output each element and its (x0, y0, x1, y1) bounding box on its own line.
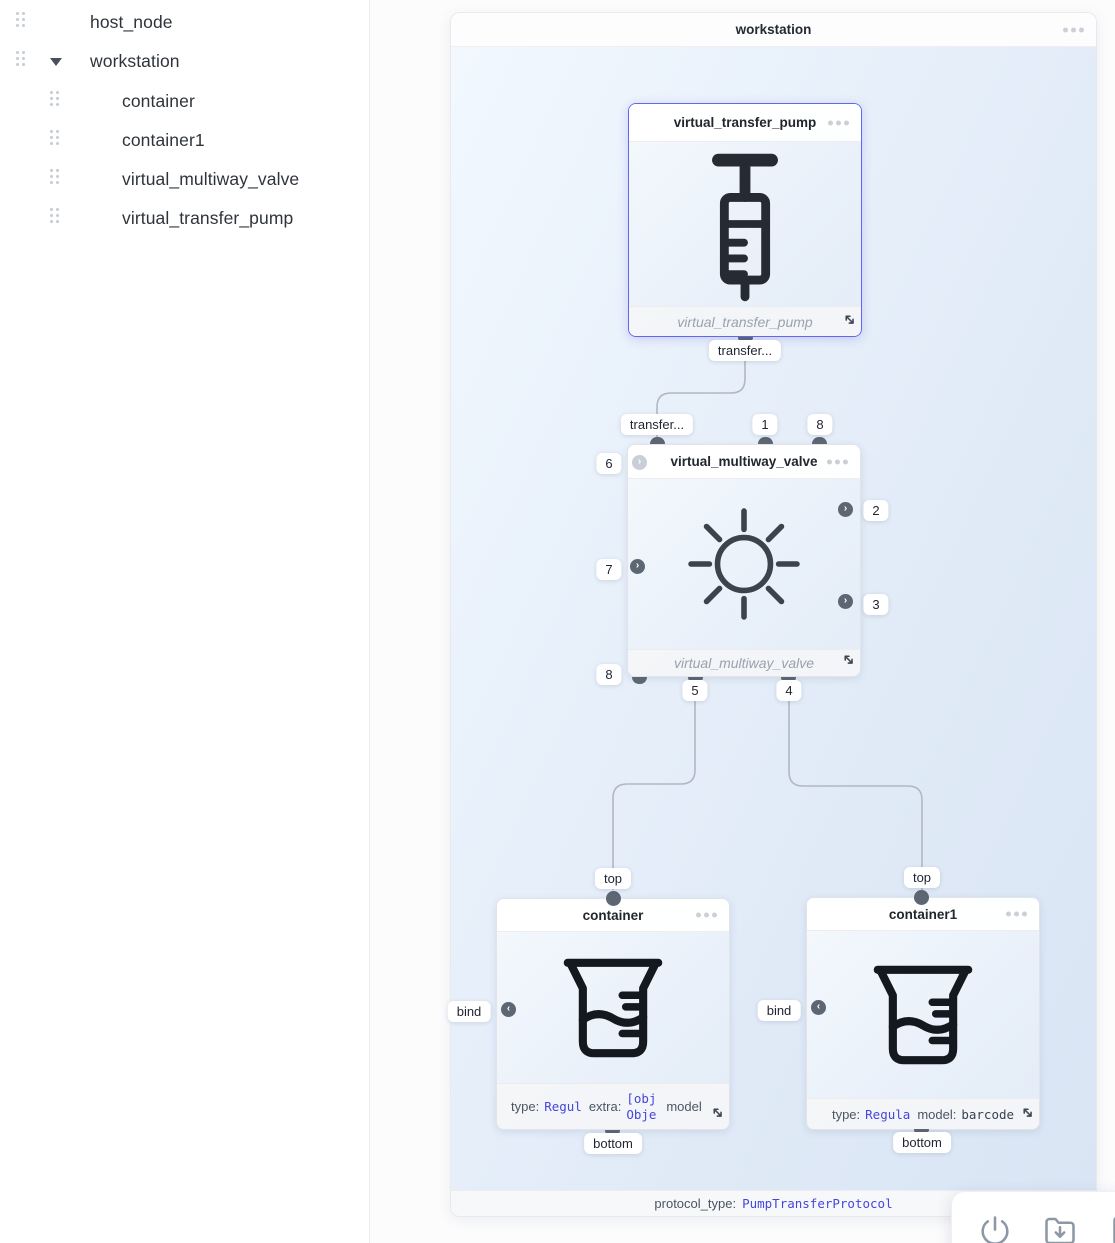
tree-item-label[interactable]: virtual_transfer_pump (122, 207, 294, 228)
port-label-valve-3: 3 (863, 594, 888, 615)
tree-item-label[interactable]: container (122, 90, 195, 111)
port-label-valve-2: 2 (863, 500, 888, 521)
port-valve-6[interactable]: › (632, 455, 647, 470)
sidebar-item-workstation[interactable] (0, 44, 370, 78)
field-label: model (666, 1099, 702, 1114)
resize-diagonal-icon[interactable] (1021, 1106, 1034, 1124)
resize-diagonal-icon[interactable] (843, 313, 856, 331)
field-label: type: (511, 1099, 540, 1114)
drag-grip-icon[interactable] (48, 129, 61, 152)
field-value[interactable]: barcode (961, 1106, 1015, 1122)
port-label-valve-4: 4 (776, 680, 801, 701)
node-title: container (582, 907, 644, 923)
port-label-pump-transfer: transfer... (709, 340, 781, 361)
field-value[interactable]: Regula (865, 1106, 911, 1122)
node-title: virtual_transfer_pump (673, 115, 817, 130)
protocol-type-value: PumpTransferProtocol (742, 1196, 893, 1211)
port-label-valve-8-top: 8 (807, 414, 832, 435)
node-footer (807, 1098, 1039, 1129)
node-header[interactable] (628, 445, 860, 479)
node-virtual-transfer-pump[interactable] (628, 103, 862, 337)
tree-item-label[interactable]: container1 (122, 129, 205, 150)
port-label-container1-bottom: bottom (893, 1132, 951, 1153)
node-container[interactable] (496, 898, 730, 1130)
port-label-valve-7: 7 (596, 559, 621, 580)
more-menu-icon[interactable] (827, 459, 848, 464)
port-label-container-bind: bind (448, 1001, 491, 1022)
field-value[interactable]: Regul (544, 1099, 582, 1114)
folder-download-icon[interactable] (1042, 1213, 1078, 1243)
resize-diagonal-icon[interactable] (842, 653, 855, 671)
port-valve-7[interactable]: › (630, 559, 645, 574)
node-title: virtual_multiway_valve (670, 454, 818, 469)
node-footer-name: virtual_multiway_valve (673, 655, 815, 671)
node-container1[interactable] (806, 897, 1040, 1130)
field-model[interactable] (666, 1099, 701, 1114)
port-label-container-bottom: bottom (584, 1133, 642, 1154)
drag-grip-icon[interactable] (48, 90, 61, 113)
port-container-top[interactable] (606, 891, 621, 906)
node-header[interactable] (629, 104, 861, 142)
workstation-title: workstation (735, 22, 812, 37)
port-valve-2[interactable]: › (838, 502, 853, 517)
port-label-valve-5: 5 (682, 680, 707, 701)
sidebar-item-virtual-multiway-valve[interactable] (0, 162, 370, 196)
port-label-container-top: top (595, 868, 631, 889)
tree-item-label[interactable]: host_node (90, 11, 173, 32)
port-label-valve-transfer: transfer... (621, 414, 693, 435)
node-title: container1 (888, 906, 958, 922)
power-icon[interactable] (977, 1213, 1013, 1243)
more-menu-icon[interactable] (828, 120, 849, 125)
port-valve-8-top[interactable] (812, 437, 827, 444)
field-model[interactable] (917, 1107, 1014, 1122)
sidebar-item-container[interactable] (0, 84, 370, 118)
field-label: type: (831, 1106, 861, 1122)
port-valve-3[interactable]: › (838, 594, 853, 609)
valve-sun-icon (628, 479, 860, 649)
drag-grip-icon[interactable] (14, 50, 27, 73)
sidebar-item-host-node[interactable] (0, 5, 370, 39)
resize-diagonal-icon[interactable] (711, 1106, 724, 1124)
port-valve-1[interactable] (758, 437, 773, 444)
node-virtual-multiway-valve[interactable] (627, 444, 861, 677)
port-label-valve-6: 6 (596, 453, 621, 474)
caret-down-icon[interactable] (50, 58, 62, 66)
sidebar-item-container1[interactable] (0, 123, 370, 157)
sidebar-tree (0, 0, 370, 1243)
beaker-icon (807, 931, 1039, 1098)
field-list (497, 1084, 729, 1129)
workstation-header[interactable] (451, 13, 1096, 47)
more-menu-icon[interactable] (1063, 27, 1084, 32)
tree-item-label[interactable]: workstation (90, 50, 180, 71)
field-type[interactable] (832, 1107, 910, 1122)
syringe-icon (629, 142, 861, 306)
sidebar-item-virtual-transfer-pump[interactable] (0, 201, 370, 235)
more-menu-icon[interactable] (696, 913, 717, 918)
port-label-valve-8-bottom: 8 (596, 664, 621, 685)
drag-grip-icon[interactable] (48, 168, 61, 191)
port-valve-transfer[interactable] (650, 437, 665, 444)
tree-item-label[interactable]: virtual_multiway_valve (122, 168, 300, 189)
node-footer (629, 306, 861, 336)
node-footer (628, 649, 860, 676)
field-type[interactable] (511, 1099, 582, 1114)
field-label: model: (917, 1106, 957, 1122)
field-value[interactable]: [obj Obje (626, 1090, 657, 1122)
export-file-icon[interactable] (1107, 1213, 1115, 1243)
protocol-type-label: protocol_type: (654, 1196, 737, 1211)
port-container-bind[interactable]: ‹ (501, 1002, 516, 1017)
more-menu-icon[interactable] (1006, 912, 1027, 917)
beaker-icon (497, 932, 729, 1083)
field-label: extra: (588, 1099, 622, 1114)
port-container1-top[interactable] (914, 890, 929, 905)
field-extra[interactable] (589, 1091, 660, 1122)
node-footer-name: virtual_transfer_pump (677, 313, 813, 330)
drag-grip-icon[interactable] (48, 207, 61, 230)
port-container1-bind[interactable]: ‹ (811, 1000, 826, 1015)
drag-grip-icon[interactable] (14, 11, 27, 34)
port-label-container1-top: top (904, 867, 940, 888)
port-label-container1-bind: bind (758, 1000, 801, 1021)
port-label-valve-1: 1 (752, 414, 777, 435)
field-list (807, 1099, 1039, 1129)
canvas-action-toolbar (951, 1191, 1115, 1243)
node-footer (497, 1083, 729, 1129)
